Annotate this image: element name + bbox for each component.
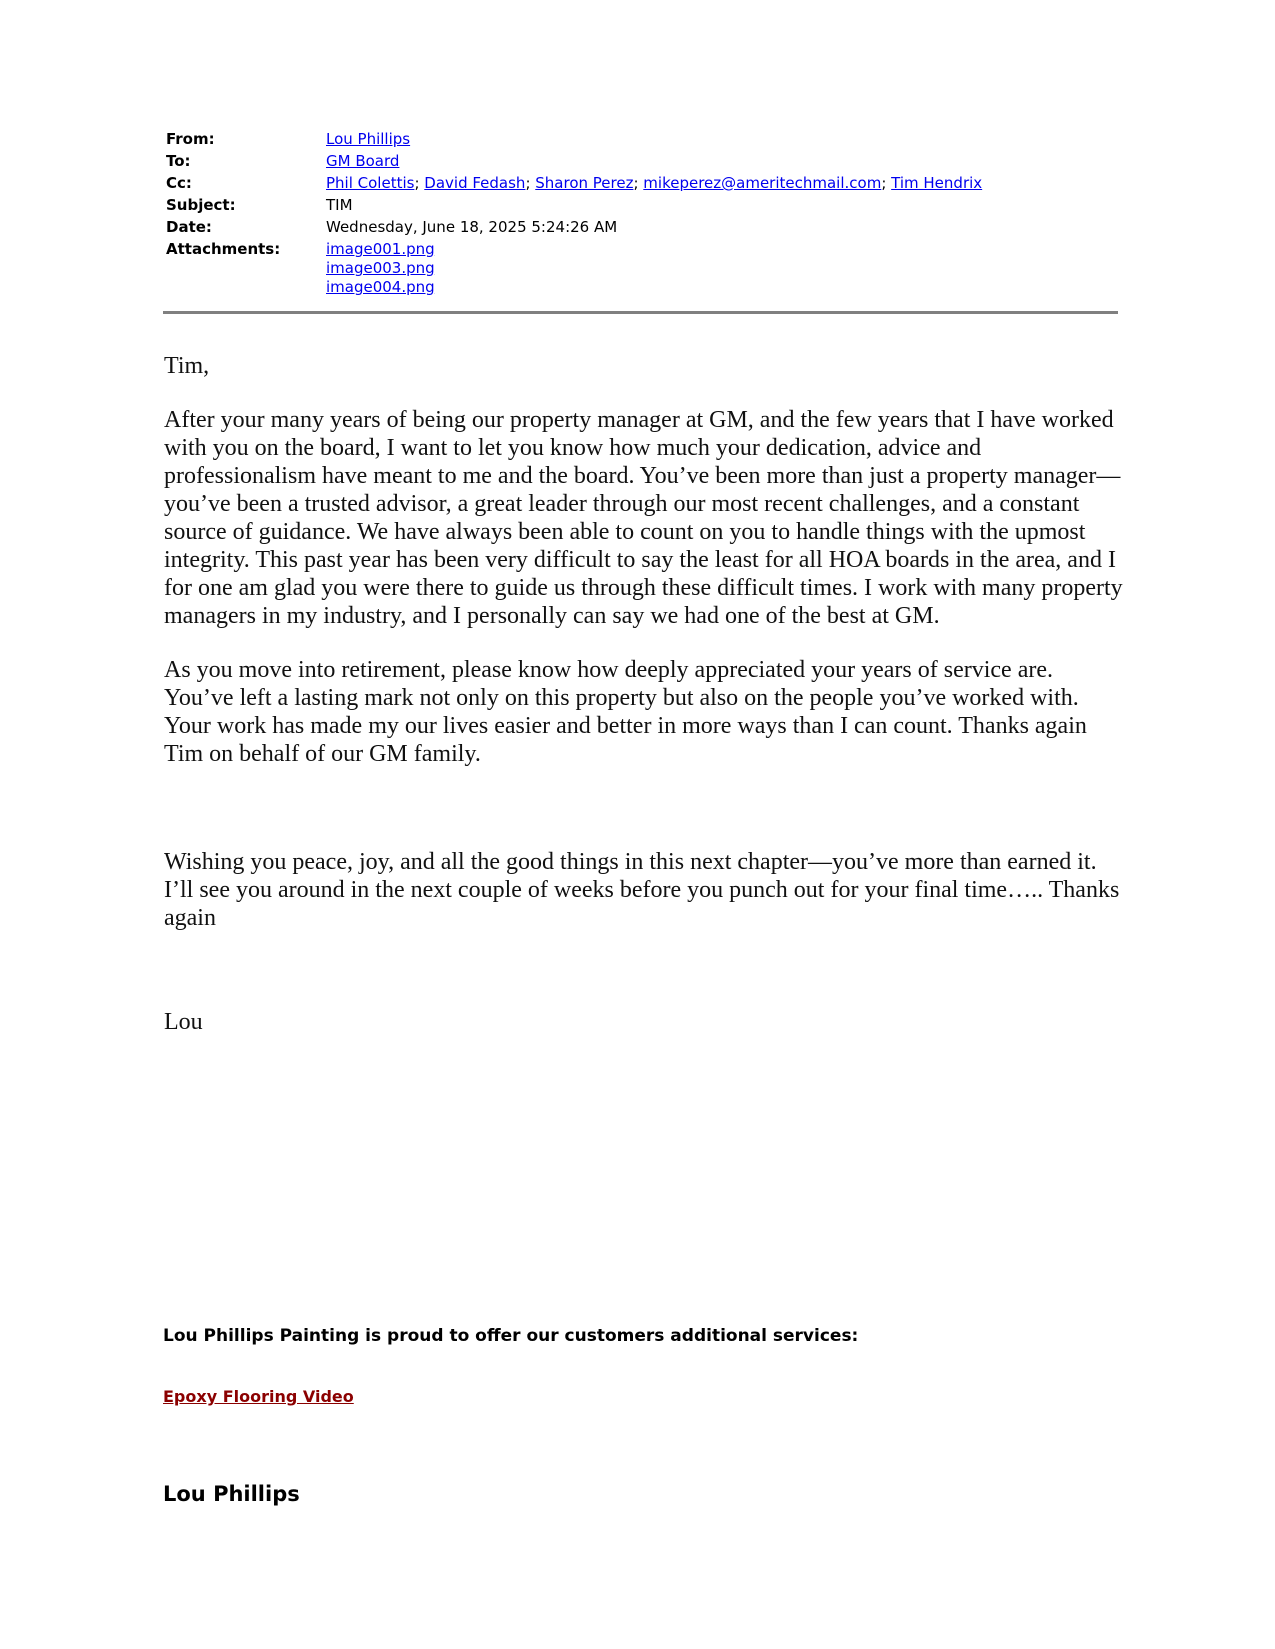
attachment-link[interactable]: image001.png — [326, 240, 435, 258]
cc-link[interactable]: Tim Hendrix — [891, 174, 983, 192]
subject-label: Subject: — [166, 196, 236, 214]
from-label: From: — [166, 130, 215, 148]
header-divider — [163, 311, 1118, 314]
promo-text: Lou Phillips Painting is proud to offer our customers additional services: — [163, 1326, 859, 1346]
spacer — [164, 794, 1124, 848]
to-label: To: — [166, 152, 191, 170]
body-paragraph: After your many years of being our property manager at GM, and the few years that I have worked with you on the board, I want to let you know how much your dedication, advice and professionalism have meant to me and the board. You’ve been more than just a property manager—you’ve been a trusted advisor, a great leader through our most recent challenges, and a constant source of guidance. We have always been able to count on you to handle things with the upmost integrity. This past year has been very difficult to say the least for all HOA boards in the area, and I for one am glad you were there to guide us through these difficult times. I work with many property managers in my industry, and I personally can say we had one of the best at GM. — [164, 407, 1123, 629]
from-link[interactable]: Lou Phillips — [326, 130, 411, 148]
cc-link[interactable]: mikeperez@ameritechmail.com — [643, 174, 882, 192]
spacer — [164, 932, 1124, 1008]
cc-separator: ; — [881, 174, 892, 192]
cc-separator: ; — [414, 174, 425, 192]
attachments-label: Attachments: — [166, 240, 281, 258]
cc-link[interactable]: Sharon Perez — [535, 174, 634, 192]
attachment-link[interactable]: image004.png — [326, 278, 435, 296]
cc-link[interactable]: Phil Colettis — [326, 174, 415, 192]
cc-separator: ; — [633, 174, 644, 192]
attachments-list — [326, 238, 1126, 297]
body-paragraph: Wishing you peace, joy, and all the good things in this next chapter—you’ve more than earned it. I’ll see you around in the next couple of weeks before you punch out for your final time….. Thanks again — [164, 849, 1120, 931]
subject-value: TIM — [326, 196, 353, 214]
to-link[interactable]: GM Board — [326, 152, 400, 170]
cc-link[interactable]: David Fedash — [424, 174, 526, 192]
attachment-link[interactable]: image003.png — [326, 259, 435, 277]
from-row — [166, 128, 1126, 150]
email-body — [164, 352, 1124, 1036]
date-row — [166, 216, 1126, 238]
cc-separator: ; — [525, 174, 536, 192]
email-header — [166, 128, 1126, 297]
cc-row — [166, 172, 1126, 194]
epoxy-video-link[interactable]: Epoxy Flooring Video — [163, 1387, 354, 1406]
to-row — [166, 150, 1126, 172]
signoff: Lou — [164, 1009, 203, 1035]
cc-list — [326, 172, 1126, 194]
date-value: Wednesday, June 18, 2025 5:24:26 AM — [326, 218, 618, 236]
subject-row — [166, 194, 1126, 216]
signature-name: Lou Phillips — [163, 1482, 300, 1506]
greeting: Tim, — [164, 353, 210, 379]
date-label: Date: — [166, 218, 212, 236]
body-paragraph: As you move into retirement, please know how deeply appreciated your years of service are. You’ve left a lasting mark not only on this property but also on the people you’ve worked with. Your work has made my our lives easier and better in more ways than I can count. Thanks again Tim on behalf of our GM family. — [164, 657, 1087, 767]
cc-label: Cc: — [166, 174, 192, 192]
attachments-row — [166, 238, 1126, 297]
